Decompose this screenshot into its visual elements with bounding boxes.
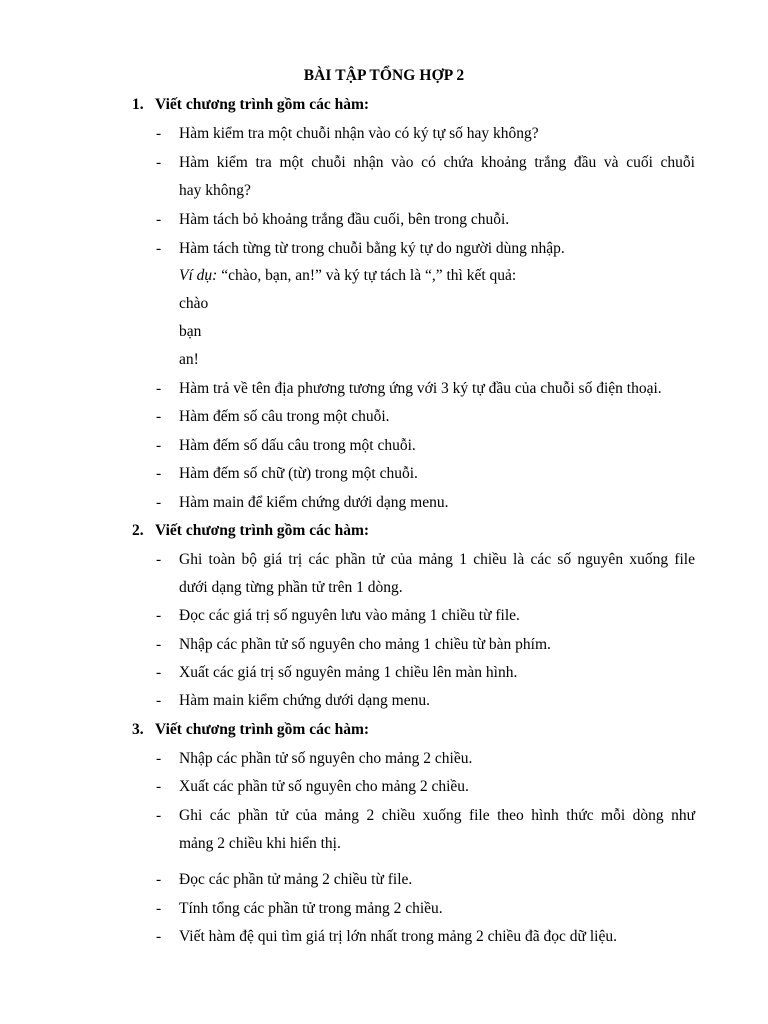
list-item: Hàm main để kiểm chứng dưới dạng menu.	[179, 494, 449, 511]
list-item: Xuất các giá trị số nguyên mảng 1 chiều lên màn hình.	[179, 664, 518, 681]
list-item: Nhập các phần tử số nguyên cho mảng 1 chiều từ bàn phím.	[179, 636, 551, 653]
list-bullet: -	[156, 928, 162, 945]
section-2-number: 2.	[132, 522, 144, 539]
list-bullet: -	[156, 664, 162, 681]
section-3-heading: Viết chương trình gồm các hàm:	[155, 721, 370, 738]
list-bullet: -	[156, 636, 162, 653]
list-bullet: -	[156, 778, 162, 795]
list-bullet: -	[156, 494, 162, 511]
example-result: chào	[179, 295, 209, 312]
list-bullet: -	[156, 380, 162, 397]
list-item: Hàm tách từng từ trong chuỗi bằng ký tự do người dùng nhập.	[179, 240, 565, 257]
list-bullet: -	[156, 240, 162, 257]
list-item: Nhập các phần tử số nguyên cho mảng 2 chiều.	[179, 750, 473, 767]
list-bullet: -	[156, 465, 162, 482]
list-item: Viết hàm đệ qui tìm giá trị lớn nhất trong mảng 2 chiều đã đọc dữ liệu.	[179, 928, 617, 945]
list-bullet: -	[156, 408, 162, 425]
list-item: Tính tổng các phần tử trong mảng 2 chiều.	[179, 900, 443, 917]
list-item: Hàm đếm số chữ (từ) trong một chuỗi.	[179, 465, 418, 482]
list-item: Hàm đếm số dấu câu trong một chuỗi.	[179, 437, 416, 454]
list-item: Hàm đếm số câu trong một chuỗi.	[179, 408, 390, 425]
list-bullet: -	[156, 551, 162, 568]
example-result: an!	[179, 351, 199, 368]
list-item: Đọc các giá trị số nguyên lưu vào mảng 1 chiều từ file.	[179, 607, 520, 624]
list-item-continuation: dưới dạng từng phần tử trên 1 dòng.	[179, 579, 403, 596]
list-bullet: -	[156, 900, 162, 917]
section-2-heading: Viết chương trình gồm các hàm:	[155, 522, 370, 539]
section-1-heading: Viết chương trình gồm các hàm:	[155, 96, 370, 113]
list-item: Đọc các phần tử mảng 2 chiều từ file.	[179, 871, 413, 888]
list-bullet: -	[156, 692, 162, 709]
list-item: Hàm kiểm tra một chuỗi nhận vào có ký tự số hay không?	[179, 125, 539, 142]
example-text: “chào, bạn, an!” và ký tự tách là “,” thì kết quả:	[217, 267, 517, 284]
list-item: Ghi các phần tử của mảng 2 chiều xuống file theo hình thức mỗi dòng như	[179, 807, 695, 824]
list-item: Hàm main kiểm chứng dưới dạng menu.	[179, 692, 430, 709]
example-line	[179, 267, 516, 285]
list-item: Xuất các phần tử số nguyên cho mảng 2 chiều.	[179, 778, 469, 795]
document-title: BÀI TẬP TỔNG HỢP 2	[303, 67, 465, 84]
example-label: Ví dụ:	[179, 267, 218, 284]
example-result: bạn	[179, 323, 202, 340]
list-bullet: -	[156, 871, 162, 888]
list-item: Ghi toàn bộ giá trị các phần tử của mảng 1 chiều là các số nguyên xuống file	[179, 551, 695, 568]
list-bullet: -	[156, 807, 162, 824]
list-bullet: -	[156, 437, 162, 454]
list-bullet: -	[156, 750, 162, 767]
list-bullet: -	[156, 125, 162, 142]
section-3-number: 3.	[132, 721, 144, 738]
list-item-continuation: mảng 2 chiều khi hiển thị.	[179, 835, 341, 852]
list-item-continuation: hay không?	[179, 182, 251, 199]
list-item: Hàm kiểm tra một chuỗi nhận vào có chứa khoảng trắng đầu và cuối chuỗi	[179, 154, 695, 171]
list-item: Hàm tách bỏ khoảng trắng đầu cuối, bên trong chuỗi.	[179, 211, 510, 228]
section-1-number: 1.	[132, 96, 144, 113]
list-bullet: -	[156, 154, 162, 171]
list-bullet: -	[156, 211, 162, 228]
list-item: Hàm trả về tên địa phương tương ứng với 3 ký tự đầu của chuỗi số điện thoại.	[179, 380, 662, 397]
list-bullet: -	[156, 607, 162, 624]
